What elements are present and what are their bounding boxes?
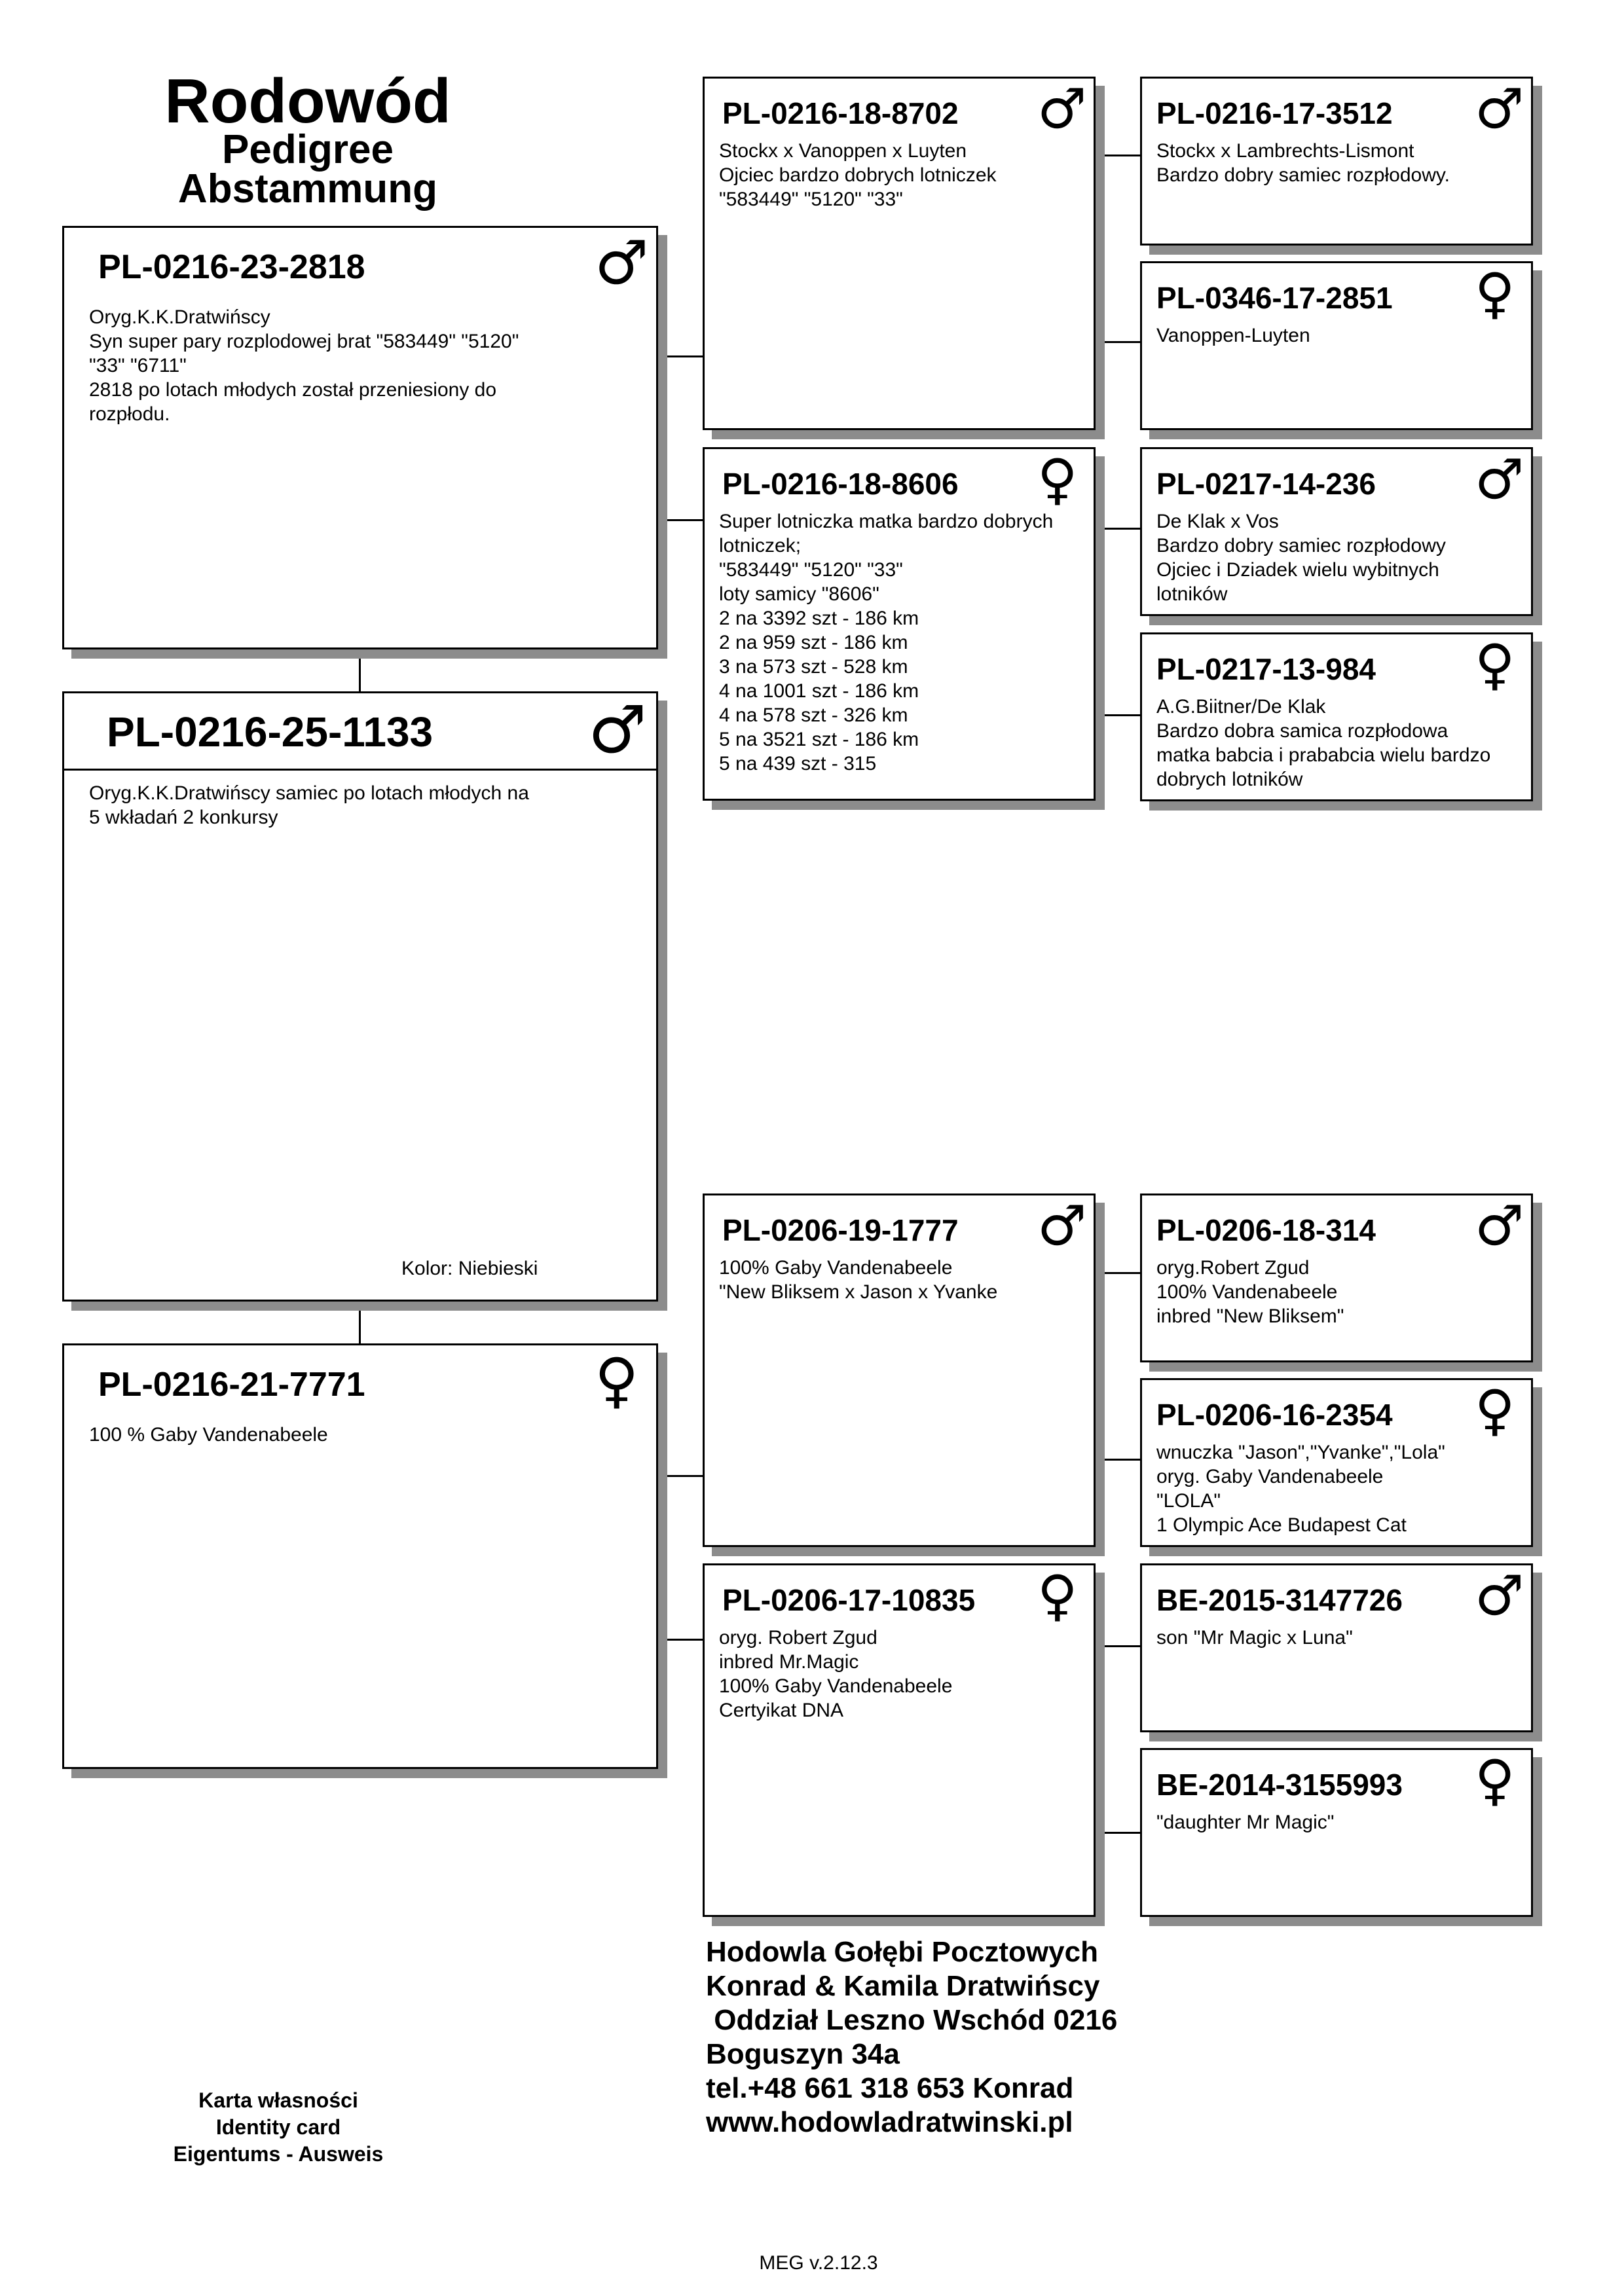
dam-card[interactable] — [62, 1343, 658, 1769]
sire-ring-number: PL-0216-23-2818 — [98, 248, 365, 286]
connector-g2-to-gg — [1094, 528, 1141, 530]
great-grandparent-description: Stockx x Lambrechts-Lismont Bardzo dobry samiec rozpłodowy. — [1156, 140, 1450, 186]
breeder-info: Hodowla Gołębi Pocztowych Konrad & Kamila Dratwińscy Oddział Leszno Wschód 0216 Boguszyn 34a tel.+48 661 318 653 Konrad www.hodowladratwinski.pl — [706, 1936, 1118, 2138]
grandparent-card-sire-dam[interactable] — [703, 447, 1096, 801]
pedigree-subtitle-german: Abstammung — [177, 166, 438, 211]
female-icon: ♀ — [1037, 447, 1078, 511]
great-grandparent-card[interactable] — [1140, 1748, 1533, 1917]
male-icon: ♂ — [595, 228, 649, 298]
grandparent-ring-number: PL-0206-17-10835 — [722, 1583, 976, 1617]
connector-sire-to-gsire — [657, 355, 704, 357]
great-grandparent-description: De Klak x Vos Bardzo dobry samiec rozpłodowy Ojciec i Dziadek wielu wybitnych lotników — [1156, 511, 1446, 605]
pedigree-title: Rodowód — [164, 66, 451, 136]
grandparent-card-dam-dam[interactable] — [703, 1563, 1096, 1917]
grandparent-description: Super lotniczka matka bardzo dobrych lotniczek; "583449" "5120" "33" loty samicy "8606" 2 na 3392 szt - 186 km 2 na 959 szt - 186 km 3 na 573 szt - 528 km 4 na 1001 szt - 186 km 4 na 578 szt - 326 km 5 na 3521 szt - 186 km 5 na 439 szt - 315 — [719, 511, 1054, 774]
great-grandparent-ring-number: PL-0206-16-2354 — [1156, 1398, 1393, 1432]
grandparent-card-sire-sire[interactable] — [703, 77, 1096, 430]
great-grandparent-description: "daughter Mr Magic" — [1156, 1812, 1335, 1833]
male-icon: ♂ — [1475, 1563, 1524, 1628]
grandparent-description: 100% Gaby Vandenabeele "New Bliksem x Jason x Yvanke — [719, 1257, 998, 1303]
male-icon: ♂ — [1475, 1194, 1524, 1258]
female-icon: ♀ — [1475, 632, 1515, 697]
connector-g1-to-gg — [1094, 341, 1141, 343]
main-bird-card[interactable] — [62, 691, 658, 1302]
connector-g3-to-gg — [1094, 1459, 1141, 1461]
male-icon: ♂ — [588, 691, 647, 768]
grandparent-ring-number: PL-0206-19-1777 — [722, 1213, 959, 1247]
great-grandparent-ring-number: PL-0217-13-984 — [1156, 652, 1376, 686]
connector-g3-to-gg — [1094, 1272, 1141, 1274]
female-icon: ♀ — [1475, 1378, 1515, 1442]
main-bird-ring-number: PL-0216-25-1133 — [107, 708, 434, 756]
main-bird-color: Kolor: Niebieski — [401, 1258, 538, 1279]
great-grandparent-ring-number: PL-0216-17-3512 — [1156, 96, 1393, 130]
connector-g1-to-gg — [1094, 155, 1141, 156]
female-icon: ♀ — [1037, 1563, 1078, 1628]
connector-dam-to-gsire — [657, 1475, 704, 1477]
sire-description: Oryg.K.K.Dratwińscy Syn super pary rozplodowej brat "583449" "5120" "33" "6711" 2818 po lotach młodych został przeniesiony do rozpłodu. — [89, 306, 519, 425]
connector-dam-to-gdam — [657, 1639, 704, 1641]
male-icon: ♂ — [1037, 1194, 1087, 1258]
version-label: MEG v.2.12.3 — [759, 2252, 878, 2274]
great-grandparent-ring-number: PL-0346-17-2851 — [1156, 281, 1393, 315]
main-bird-header-divider — [64, 769, 656, 771]
great-grandparent-description: oryg.Robert Zgud 100% Vandenabeele inbred "New Bliksem" — [1156, 1257, 1344, 1327]
connector-g4-to-gg — [1094, 1645, 1141, 1647]
male-icon: ♂ — [1475, 447, 1524, 511]
connector-g4-to-gg — [1094, 1832, 1141, 1834]
great-grandparent-card[interactable] — [1140, 1378, 1533, 1547]
grandparent-ring-number: PL-0216-18-8606 — [722, 467, 959, 501]
male-icon: ♂ — [1037, 77, 1087, 141]
dam-description: 100 % Gaby Vandenabeele — [89, 1424, 328, 1446]
great-grandparent-ring-number: BE-2015-3147726 — [1156, 1583, 1403, 1617]
grandparent-description: Stockx x Vanoppen x Luyten Ojciec bardzo dobrych lotniczek "583449" "5120" "33" — [719, 140, 997, 210]
female-icon: ♀ — [1475, 1748, 1515, 1812]
great-grandparent-description: Vanoppen-Luyten — [1156, 325, 1310, 346]
grandparent-card-dam-sire[interactable] — [703, 1194, 1096, 1547]
great-grandparent-card[interactable] — [1140, 447, 1533, 616]
great-grandparent-card[interactable] — [1140, 632, 1533, 801]
grandparent-description: oryg. Robert Zgud inbred Mr.Magic 100% Gaby Vandenabeele Certyikat DNA — [719, 1627, 953, 1721]
connector-sire-main — [359, 648, 361, 691]
female-icon: ♀ — [1475, 261, 1515, 325]
grandparent-ring-number: PL-0216-18-8702 — [722, 96, 959, 130]
great-grandparent-ring-number: BE-2014-3155993 — [1156, 1768, 1403, 1802]
connector-sire-to-gdam — [657, 519, 704, 521]
sire-card[interactable] — [62, 226, 658, 649]
female-icon: ♀ — [595, 1345, 639, 1415]
main-bird-description: Oryg.K.K.Dratwińscy samiec po lotach młodych na 5 wkładań 2 konkursy — [89, 782, 529, 828]
great-grandparent-description: wnuczka "Jason","Yvanke","Lola" oryg. Gaby Vandenabeele "LOLA" 1 Olympic Ace Budapest Cat — [1156, 1442, 1445, 1536]
great-grandparent-ring-number: PL-0206-18-314 — [1156, 1213, 1376, 1247]
connector-g2-to-gg — [1094, 714, 1141, 716]
great-grandparent-ring-number: PL-0217-14-236 — [1156, 467, 1376, 501]
great-grandparent-card[interactable] — [1140, 77, 1533, 246]
great-grandparent-description: A.G.Biitner/De Klak Bardzo dobra samica rozpłodowa matka babcia i prababcia wielu bardzo dobrych lotników — [1156, 696, 1491, 790]
connector-main-dam — [359, 1300, 361, 1343]
great-grandparent-card[interactable] — [1140, 1194, 1533, 1362]
pedigree-subtitle-english: Pedigree — [222, 127, 394, 172]
identity-card-label: Karta własności Identity card Eigentums - Ausweis — [173, 2088, 384, 2166]
great-grandparent-description: son "Mr Magic x Luna" — [1156, 1627, 1353, 1649]
great-grandparent-card[interactable] — [1140, 261, 1533, 430]
dam-ring-number: PL-0216-21-7771 — [98, 1366, 365, 1404]
male-icon: ♂ — [1475, 77, 1524, 141]
great-grandparent-card[interactable] — [1140, 1563, 1533, 1732]
